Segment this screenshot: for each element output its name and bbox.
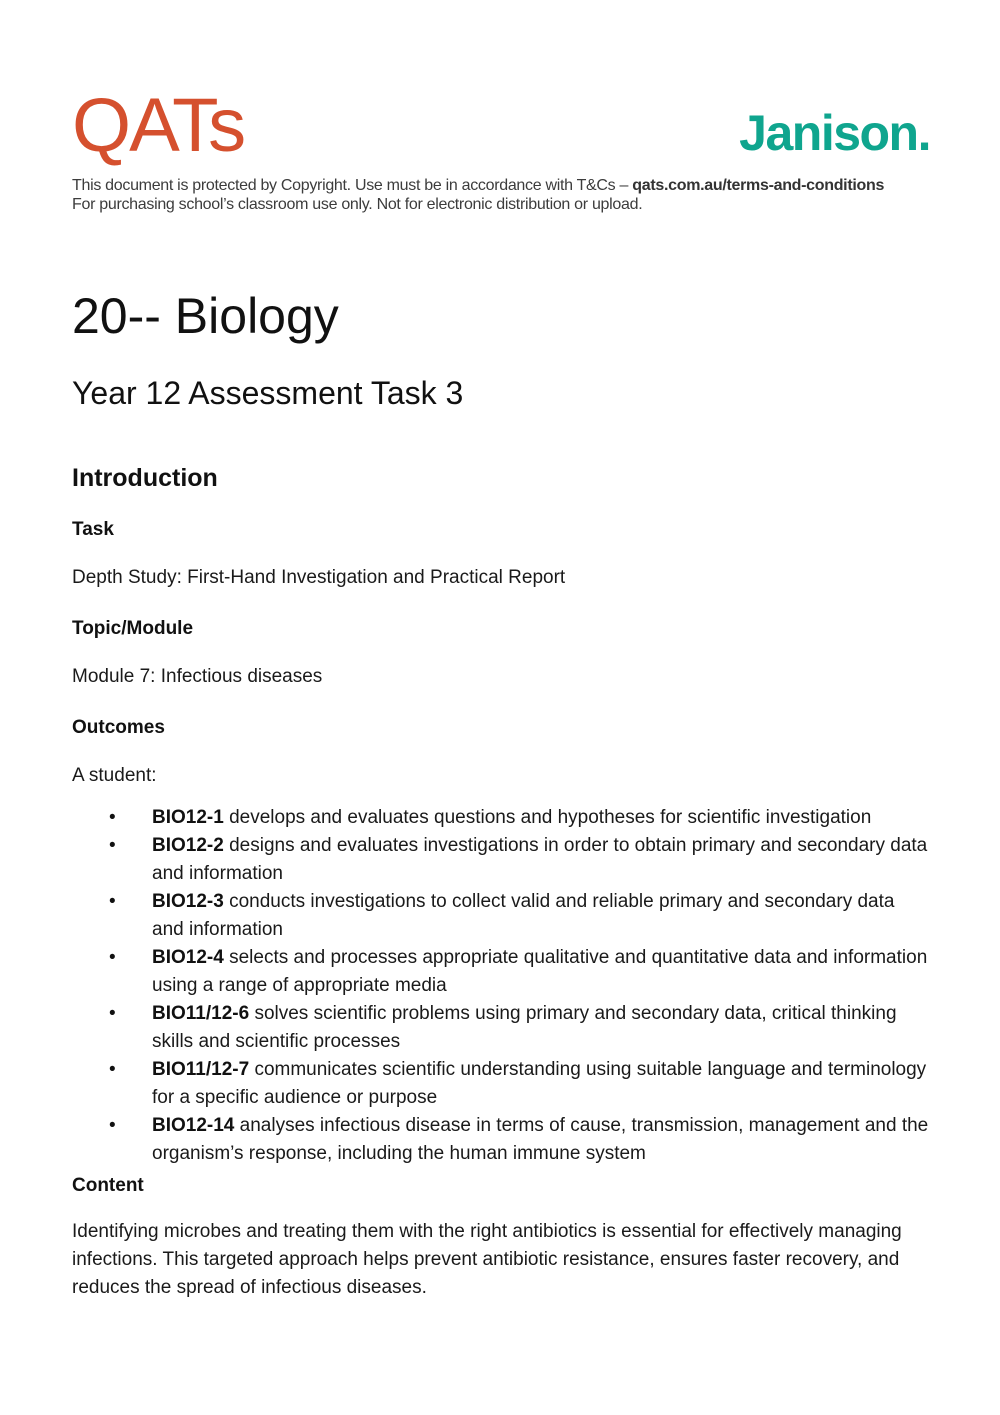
outcome-text: designs and evaluates investigations in order to obtain primary and secondary data and information: [152, 835, 928, 884]
outcome-text: conducts investigations to collect valid and reliable primary and secondary data and information: [152, 891, 895, 940]
outcome-item: [72, 888, 930, 944]
outcomes-intro: A student:: [72, 765, 157, 786]
outcome-item: [72, 804, 930, 832]
document-subtitle: Year 12 Assessment Task 3: [72, 375, 464, 411]
terms-and-conditions-url: qats.com.au/terms-and-conditions: [632, 177, 885, 194]
outcome-code: BIO11/12-7: [152, 1059, 250, 1080]
copyright-notice: [72, 176, 930, 214]
document-title: 20-- Biology: [72, 288, 339, 344]
outcome-item: [72, 1000, 930, 1056]
copyright-line-1-text: This document is protected by Copyright. Use must be in accordance with T&Cs –: [72, 177, 633, 194]
outcome-code: BIO12-1: [152, 807, 224, 828]
outcome-code: BIO12-4: [152, 947, 224, 968]
qats-logo: QATs: [72, 83, 245, 168]
content-text: Identifying microbes and treating them with the right antibiotics is essential for effectively managing infections. This targeted approach helps prevent antibiotic resistance, ensures faster recovery, and reduces the spread of infectious diseases.: [72, 1221, 902, 1298]
outcome-text: selects and processes appropriate qualitative and quantitative data and information using a range of appropriate media: [152, 947, 928, 996]
outcome-code: BIO12-14: [152, 1115, 235, 1136]
outcome-text: communicates scientific understanding using suitable language and terminology for a specific audience or purpose: [152, 1059, 927, 1108]
outcomes-heading: Outcomes: [72, 717, 165, 738]
outcome-text: solves scientific problems using primary and secondary data, critical thinking skills and scientific processes: [152, 1003, 897, 1052]
outcome-text: analyses infectious disease in terms of cause, transmission, management and the organism’s response, including the human immune system: [152, 1115, 929, 1164]
task-text: Depth Study: First-Hand Investigation and Practical Report: [72, 567, 566, 588]
introduction-heading: Introduction: [72, 464, 218, 492]
content-heading: Content: [72, 1175, 144, 1196]
outcome-code: BIO12-3: [152, 891, 224, 912]
outcome-code: BIO11/12-6: [152, 1003, 250, 1024]
copyright-line-2: For purchasing school’s classroom use only. Not for electronic distribution or upload.: [72, 196, 643, 213]
outcome-item: [72, 1112, 930, 1168]
outcome-item: [72, 944, 930, 1000]
outcome-code: BIO12-2: [152, 835, 224, 856]
outcome-text: develops and evaluates questions and hypotheses for scientific investigation: [223, 807, 872, 828]
outcome-item: [72, 832, 930, 888]
task-heading: Task: [72, 519, 114, 540]
outcomes-list: [72, 804, 930, 1168]
copyright-line-1: [72, 176, 930, 195]
janison-logo: Janison.: [739, 105, 930, 161]
topic-module-text: Module 7: Infectious diseases: [72, 666, 323, 687]
outcome-item: [72, 1056, 930, 1112]
topic-module-heading: Topic/Module: [72, 618, 194, 639]
page-header: [72, 78, 930, 166]
